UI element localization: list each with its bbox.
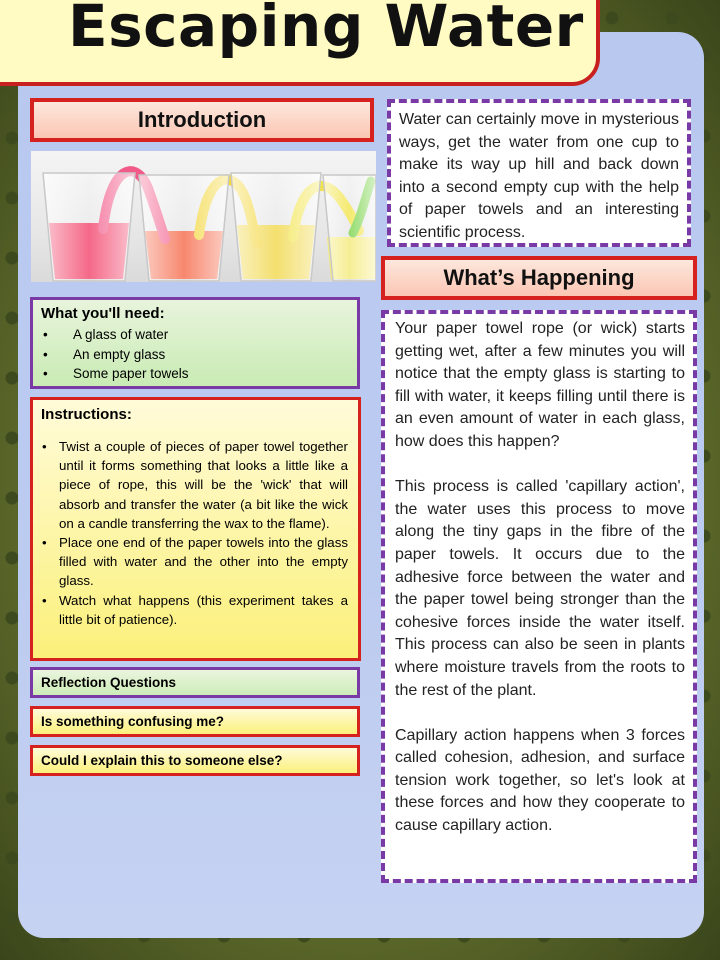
instructions-box xyxy=(30,397,361,661)
introduction-text: Water can certainly move in mysterious ways, get the water from one cup to make its way up hill and back down into a second empty cup with the help of paper towels and an interesting scientific process. xyxy=(387,99,691,247)
whats-happening-heading: What’s Happening xyxy=(381,256,697,300)
cups-illustration xyxy=(31,151,376,282)
instructions-list xyxy=(41,437,348,629)
reflection-question-confusing: Is something confusing me? xyxy=(30,706,360,737)
capillary-experiment-photo xyxy=(31,151,376,282)
cup-2 xyxy=(139,175,229,281)
needs-list xyxy=(41,325,349,384)
paragraph: Your paper towel rope (or wick) starts getting wet, after a few minutes you will notice that the empty glass is starting to fill with water, it keeps filling until there is an even amount of water in each glass, how does this happen? xyxy=(395,320,685,450)
paragraph: Capillary action happens when 3 forces called cohesion, adhesion, and surface tension work together, so let's look at these forces and how they cooperate to cause capillary action. xyxy=(395,726,685,835)
cup-4 xyxy=(323,175,376,281)
list-item: • A glass of water xyxy=(41,325,349,345)
title-banner xyxy=(0,0,600,86)
what-you-need-box xyxy=(30,297,360,389)
reflection-questions-heading: Reflection Questions xyxy=(30,667,360,698)
list-item: • Twist a couple of pieces of paper towel together until it forms something that looks a little like a piece of rope, this will be the 'wick' that will absorb and transfer the water (a bit like the wick on a candle transferring the wax to the flame). xyxy=(41,437,348,533)
instructions-heading: Instructions: xyxy=(41,406,132,423)
reflection-question-explain: Could I explain this to someone else? xyxy=(30,745,360,776)
page-title: Escaping Water xyxy=(68,0,584,60)
list-item: • An empty glass xyxy=(41,345,349,365)
list-item: • Watch what happens (this experiment takes a little bit of patience). xyxy=(41,591,348,629)
introduction-heading: Introduction xyxy=(30,98,374,142)
list-item: • Place one end of the paper towels into the glass filled with water and the other into the empty glass. xyxy=(41,533,348,591)
list-item: • Some paper towels xyxy=(41,364,349,384)
whats-happening-text xyxy=(381,310,697,883)
paragraph: This process is called 'capillary action', the water uses this process to move along the tiny gaps in the fibre of the paper towels. It occurs due to the adhesive force between the water and the paper towel being stronger than the cohesive forces inside the water itself. This process can also be seen in plants where moisture travels from the roots to the rest of the plant. xyxy=(395,478,685,699)
what-you-need-heading: What you'll need: xyxy=(41,305,165,322)
cup-3 xyxy=(231,173,321,281)
cup-1 xyxy=(43,173,135,281)
